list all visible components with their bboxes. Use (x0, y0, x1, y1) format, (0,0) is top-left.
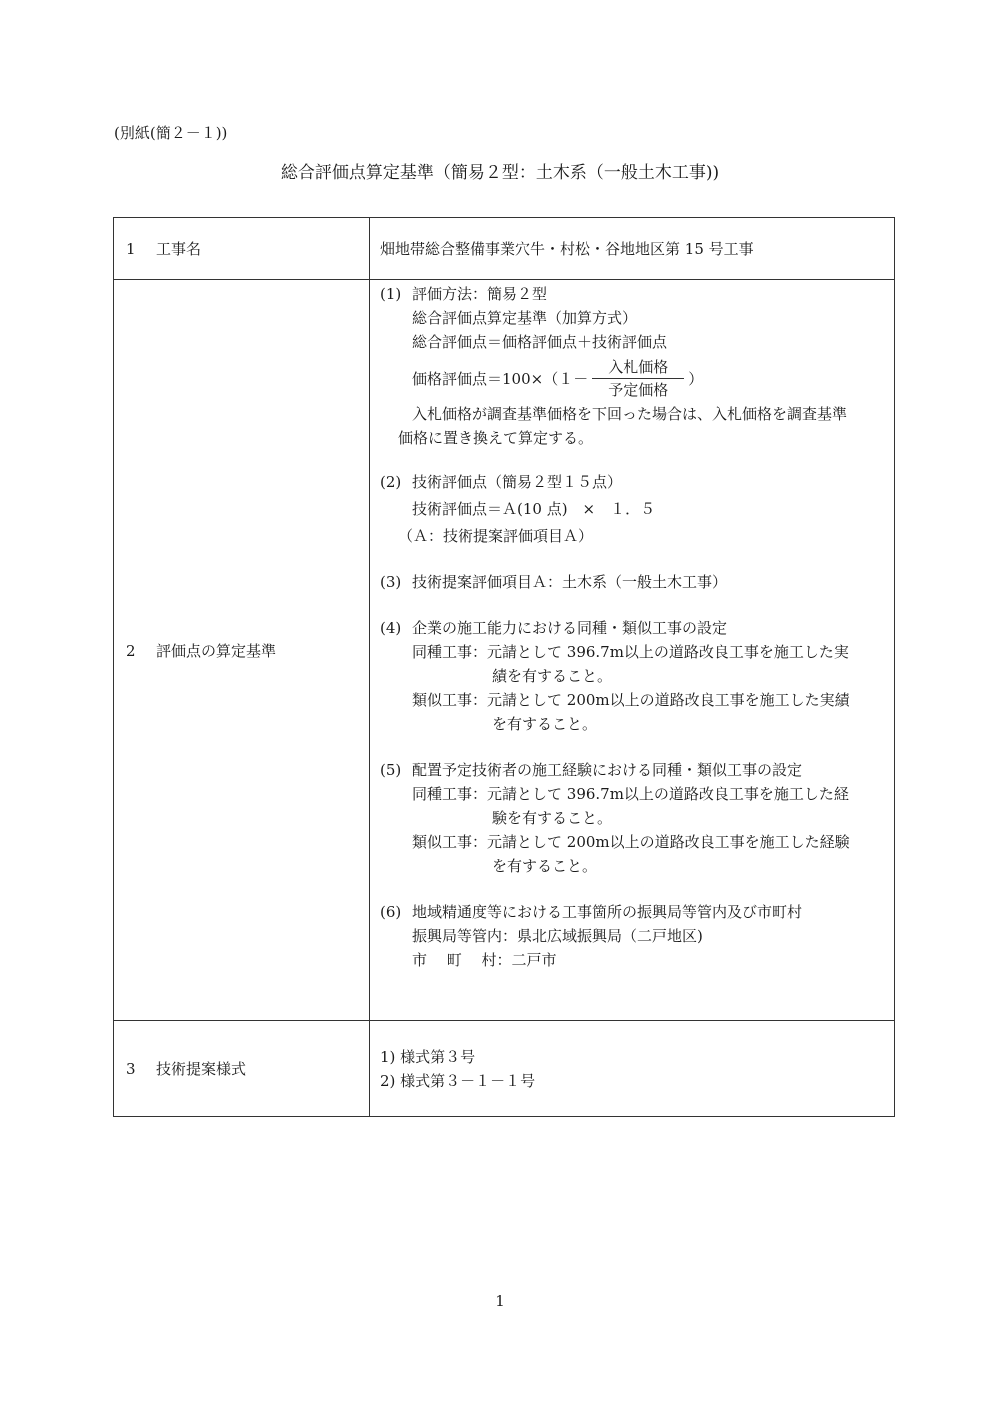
table-row (114, 218, 895, 280)
text-line: を有すること。 (492, 715, 598, 733)
text-line: 技術評価点＝Ａ(10 点) × １．５ (412, 500, 656, 518)
row-number: 1 (126, 240, 136, 258)
document-title: 総合評価点算定基準（簡易２型：土木系（一般土木工事)) (280, 163, 720, 183)
list-item: 2) 様式第３－１－１号 (380, 1071, 536, 1090)
fraction-denominator: 予定価格 (608, 380, 669, 399)
row-number: 3 (126, 1060, 136, 1078)
section-heading: (6) 地域精通度等における工事箇所の振興局等管内及び市町村 (380, 903, 803, 921)
section-heading: (3) 技術提案評価項目Ａ：土木系（一般土木工事） (380, 573, 728, 591)
section-heading: (4) 企業の施工能力における同種・類似工事の設定 (380, 619, 728, 637)
text-line: を有すること。 (492, 857, 598, 875)
section-heading: (1) 評価方法：簡易２型 (380, 285, 548, 303)
criteria-body (370, 280, 894, 972)
formula-prefix: 価格評価点＝100×（１－ (412, 369, 589, 388)
row-label-text: 工事名 (156, 240, 202, 258)
text-line: 類似工事：元請として 200m以上の道路改良工事を施工した実績 (412, 691, 850, 709)
section-heading: (2) 技術評価点（簡易２型１５点） (380, 473, 623, 491)
fraction-numerator: 入札価格 (608, 357, 669, 376)
annex-label: (別紙(簡２－１)) (114, 124, 228, 142)
fraction (592, 356, 684, 401)
row-label-text: 評価点の算定基準 (156, 641, 277, 660)
text-line: 同種工事：元請として 396.7m以上の道路改良工事を施工した経 (412, 785, 849, 803)
criteria-table (113, 217, 895, 1117)
text-line: 総合評価点算定基準（加算方式） (412, 309, 638, 327)
text-line: 験を有すること。 (492, 809, 613, 827)
text-line: 振興局等管内：県北広域振興局（二戸地区) (412, 927, 703, 945)
project-name: 畑地帯総合整備事業穴牛・村松・谷地地区第 15 号工事 (380, 240, 754, 258)
text-line: 市 町 村：二戸市 (412, 951, 557, 969)
formula-suffix: ） (688, 369, 704, 388)
text-line: （Ａ：技術提案評価項目Ａ） (398, 527, 594, 545)
text-line: 価格に置き換えて算定する。 (398, 429, 594, 447)
text-line: 同種工事：元請として 396.7m以上の道路改良工事を施工した実 (412, 643, 849, 661)
list-item: 1) 様式第３号 (380, 1047, 476, 1066)
row-label (114, 1058, 369, 1079)
row-number: 2 (126, 641, 136, 660)
text-line: 入札価格が調査基準価格を下回った場合は、入札価格を調査基準 (412, 405, 848, 423)
section-heading: (5) 配置予定技術者の施工経験における同種・類似工事の設定 (380, 761, 803, 779)
text-line: 総合評価点＝価格評価点＋技術評価点 (412, 333, 668, 351)
table-row (114, 1021, 895, 1117)
row-label (114, 640, 369, 661)
text-line: 績を有すること。 (492, 667, 613, 685)
price-formula (380, 354, 894, 402)
text-line: 類似工事：元請として 200m以上の道路改良工事を施工した経験 (412, 833, 850, 851)
form-list (370, 1045, 894, 1093)
row-label (114, 238, 369, 259)
page-number: 1 (495, 1292, 505, 1310)
table-row (114, 280, 895, 1021)
row-label-text: 技術提案様式 (156, 1060, 247, 1078)
